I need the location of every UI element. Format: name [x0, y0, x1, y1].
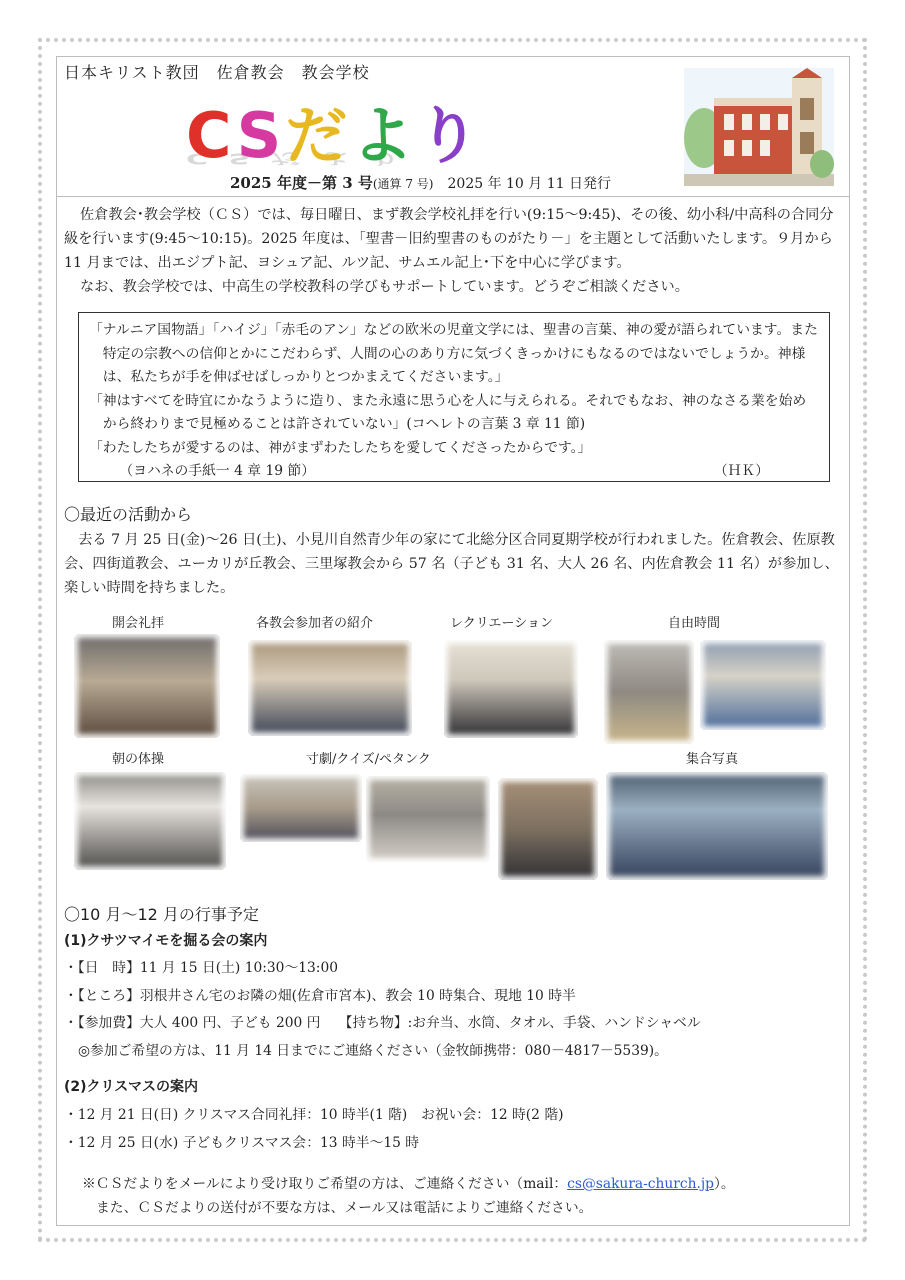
- church-building-illustration: [684, 68, 834, 186]
- event-contact-line: ◎参加ご希望の方は、11 月 14 日までにご連絡ください（金牧師携帯：080－4817－5539)。: [78, 1043, 668, 1059]
- caption-group-photo: 集合写真: [686, 752, 739, 767]
- event-fee-line: ・【参加費】大人 400 円、子ども 200 円 【持ち物】:お弁当、水筒、タオル、手袋、ハンドシャベル: [64, 1015, 701, 1031]
- event-place-line: ・【ところ】羽根井さん宅のお隣の畑(佐倉市宮本)、教会 10 時集合、現地 10 時半: [64, 988, 576, 1004]
- issue-date: 2025 年 10 月 11 日発行: [447, 176, 612, 192]
- intro-section: [64, 203, 844, 299]
- intro-paragraph-2: なお、教会学校では、中高生の学校教科の学びもサポートしています。どうぞご相談ください。: [80, 279, 689, 295]
- footer-mail-suffix: ）。: [714, 1176, 735, 1192]
- caption-recreation: レクリエーション: [450, 616, 553, 631]
- header-divider: [56, 196, 850, 197]
- issue-cumulative: (通算 7 号): [372, 177, 434, 191]
- title-char-da: だ: [285, 99, 352, 172]
- intro-paragraph-1: 佐倉教会･教会学校（ＣＳ）では、毎日曜日、まず教会学校礼拝を行い(9:15～9:45)、その後、幼小科/中高科の合同分級を行います(9:45～10:15)。2025 年度は、「聖書－旧約聖書のものがたり－」を主題として活動いたします。９月から 11 月までは、出エジプト記、ヨシュア記、ルツ記、サムエル記上･下を中心に学びます。: [64, 207, 834, 271]
- title-reflection: CSだより: [186, 149, 421, 167]
- recent-activities-heading: 〇最近の活動から: [64, 505, 193, 524]
- photo-free-time-1: [604, 640, 694, 744]
- caption-opening-worship: 開会礼拝: [112, 616, 165, 631]
- caption-morning-exercise: 朝の体操: [112, 752, 165, 767]
- photo-recreation: [444, 640, 578, 738]
- quote-box: [78, 312, 830, 482]
- caption-skit-quiz: 寸劇/クイズ/ペタンク: [306, 752, 431, 767]
- title-char-s: S: [236, 99, 286, 172]
- issue-number: 2025 年度－第 3 号: [230, 174, 373, 192]
- photo-morning-exercise: [74, 772, 226, 870]
- caption-participant-intro: 各教会参加者の紹介: [256, 616, 374, 631]
- footer-mail-prefix: ※ＣＳだよりをメールにより受け取りご希望の方は、ご連絡ください（mail：: [82, 1176, 568, 1192]
- title-char-yo: よ: [351, 99, 418, 172]
- title-char-ri: り: [417, 99, 484, 172]
- footer-mail-request: [82, 1172, 735, 1192]
- quote-paragraph-2: 「神はすべてを時宜にかなうように造り、また永遠に思う心を人に与えられる。それでもなお、神のなさる業を始めから終わりまで見極めることは許されていない」(コヘレトの言葉 3 章 11 節): [89, 392, 807, 432]
- photo-petanque: [498, 778, 598, 880]
- quote-initials: （ＨＫ）: [713, 463, 769, 479]
- recent-activities-text: 去る 7 月 25 日(金)～26 日(土)、小見川自然青少年の家にて北総分区合同夏期学校が行われました。佐倉教会、佐原教会、四街道教会、ユーカリが丘教会、三里塚教会から 57 名（子ども 31 名、大人 26 名、内佐倉教会 11 名）が参加し、楽しい時間を持ちました。: [64, 532, 839, 596]
- email-link[interactable]: cs@sakura-church.jp: [567, 1176, 714, 1192]
- quote-reference-line: [89, 460, 819, 484]
- footer-unsubscribe-note: また、ＣＳだよりの送付が不要な方は、メール又は電話によりご連絡ください。: [96, 1200, 593, 1216]
- title-char-c: C: [186, 99, 237, 172]
- christmas-kids-line: ・12 月 25 日(水) 子どもクリスマス会：13 時半～15 時: [64, 1135, 420, 1151]
- photo-opening-worship: [74, 634, 220, 738]
- issue-line: [230, 172, 611, 193]
- quote-paragraph-3: 「わたしたちが愛するのは、神がまずわたしたちを愛してくださったからです。」: [89, 439, 592, 456]
- quote-reference: （ヨハネの手紙一 4 章 19 節）: [119, 463, 316, 479]
- photo-group: [606, 772, 828, 880]
- newsletter-title: [186, 86, 483, 175]
- sweet-potato-heading: (1)クサツマイモを掘る会の案内: [64, 933, 268, 949]
- quote-paragraph-1: 「ナルニア国物語」「ハイジ」「赤毛のアン」などの欧米の児童文学には、聖書の言葉、神の愛が語られています。また特定の宗教への信仰とかにこだわらず、人間の心のあり方に気づくきっかけにもなるのではないでしょうか。神様は、私たちが手を伸ばせばしっかりとつかまえてくださいます。」: [89, 322, 818, 385]
- schedule-heading: 〇10 月～12 月の行事予定: [64, 905, 259, 924]
- organization-name: 日本キリスト教団 佐倉教会 教会学校: [64, 63, 370, 82]
- photo-quiz: [366, 776, 490, 862]
- event-date-line: ・【日 時】11 月 15 日(土) 10:30～13:00: [64, 960, 339, 976]
- photo-free-time-2: [700, 640, 826, 730]
- photo-participant-intro: [248, 640, 412, 736]
- christmas-heading: (2)クリスマスの案内: [64, 1079, 198, 1095]
- christmas-worship-line: ・12 月 21 日(日) クリスマス合同礼拝：10 時半(1 階) お祝い会：12 時(2 階): [64, 1107, 564, 1123]
- photo-skit: [240, 774, 362, 842]
- caption-free-time: 自由時間: [668, 616, 721, 631]
